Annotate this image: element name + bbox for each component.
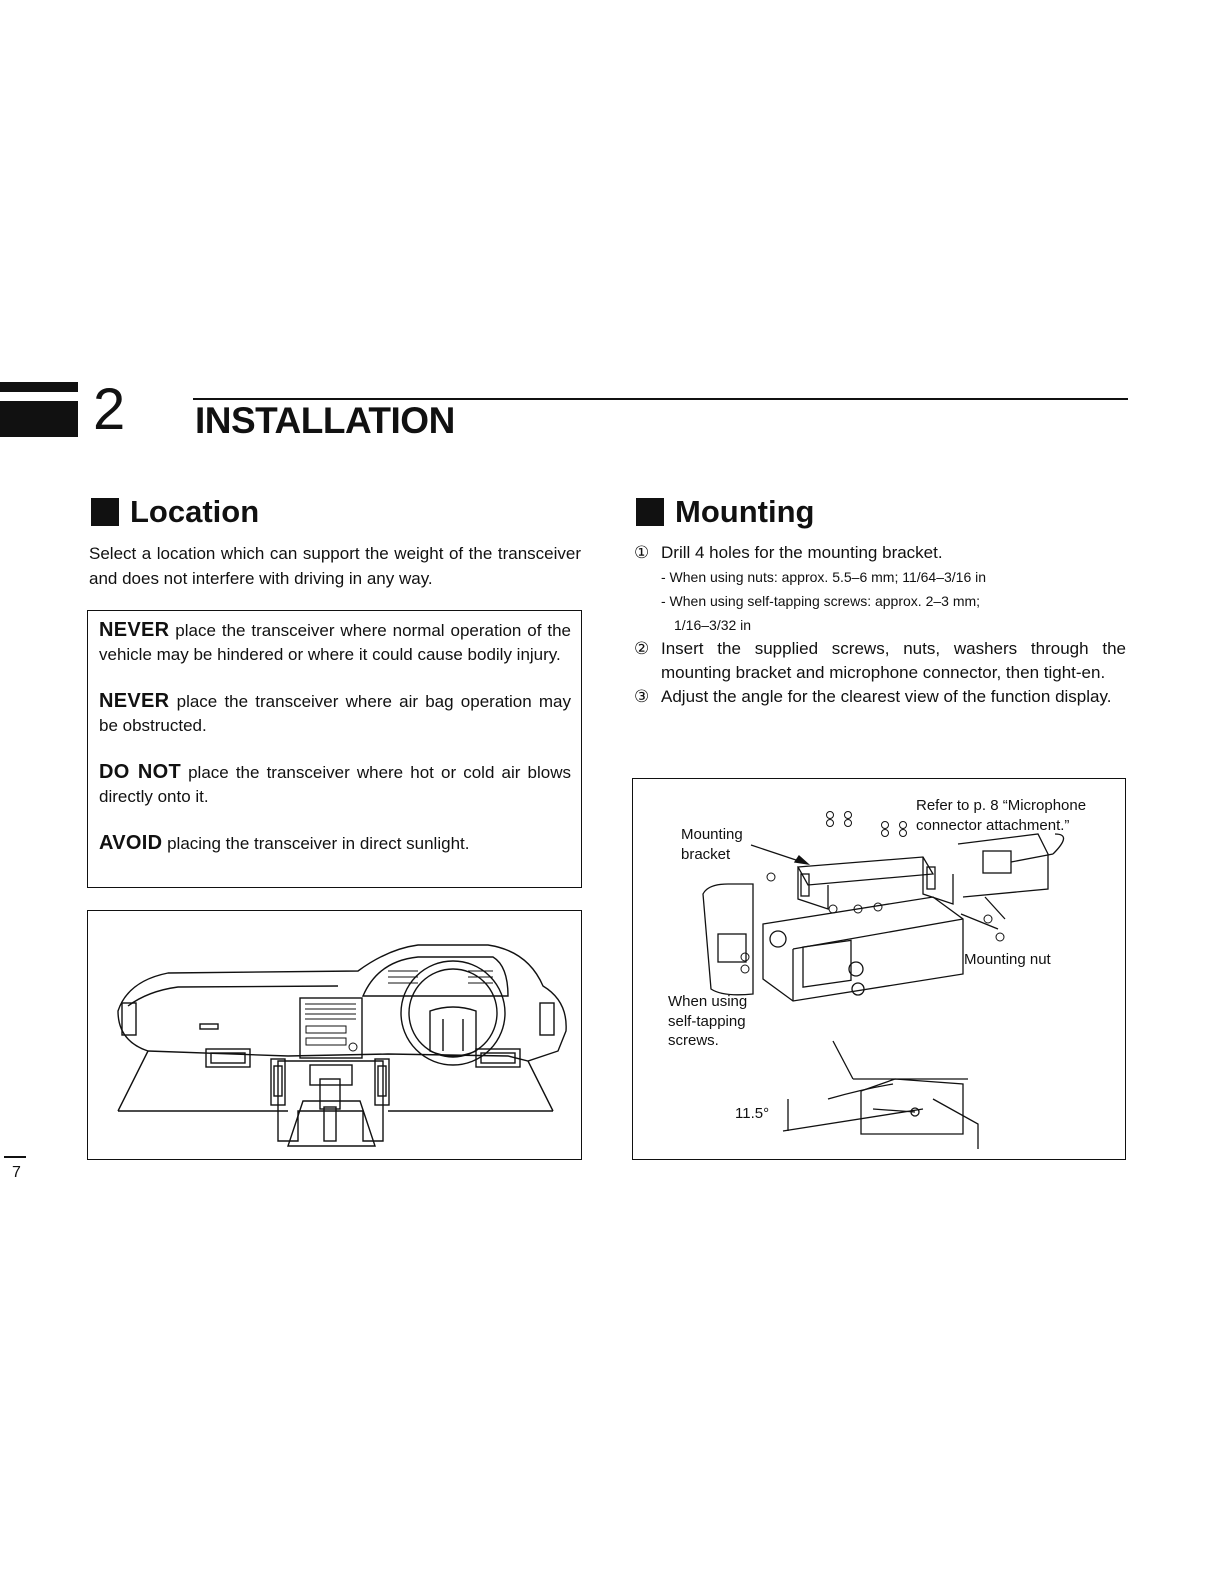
section-square-icon bbox=[636, 498, 664, 526]
step-sub-item: - When using self-tapping screws: approx. 2–3 mm; bbox=[661, 593, 981, 609]
page-number: 7 bbox=[12, 1164, 21, 1181]
warning-item bbox=[99, 690, 571, 737]
label-self-line1: When using bbox=[668, 993, 748, 1010]
step-item bbox=[634, 541, 1126, 565]
warning-keyword: NEVER bbox=[99, 619, 170, 641]
step-text: Drill 4 holes for the mounting bracket. bbox=[661, 543, 943, 562]
warning-keyword: DO NOT bbox=[99, 761, 181, 783]
step-sub-item: - When using nuts: approx. 5.5–6 mm; 11/64–3/16 in bbox=[661, 569, 987, 585]
dashboard-illustration bbox=[87, 910, 582, 1160]
location-heading-text: Location bbox=[130, 494, 260, 529]
mounting-steps bbox=[634, 541, 1126, 709]
step-text: Adjust the angle for the clearest view of the function display. bbox=[661, 687, 1112, 706]
step-item bbox=[634, 685, 1126, 709]
warning-keyword: NEVER bbox=[99, 690, 170, 712]
location-intro: Select a location which can support the weight of the transceiver and does not interfere with driving in any way. bbox=[89, 544, 581, 588]
warning-keyword: AVOID bbox=[99, 832, 163, 854]
step-item bbox=[634, 637, 1126, 685]
label-refer bbox=[916, 796, 1086, 835]
step-marker: ① bbox=[634, 543, 650, 562]
label-mounting-nut: Mounting nut bbox=[964, 951, 1051, 968]
label-angle: 11.5° bbox=[735, 1105, 770, 1122]
chapter-tab-top bbox=[0, 382, 78, 392]
chapter-tab-bottom bbox=[0, 401, 78, 437]
page-tick bbox=[4, 1156, 26, 1158]
warning-text: place the transceiver where hot or cold air blows directly onto it. bbox=[99, 763, 571, 806]
mounting-illustration bbox=[632, 778, 1126, 1160]
warning-item bbox=[99, 619, 571, 666]
label-self-line2: self-tapping bbox=[668, 1012, 746, 1030]
step-marker: ③ bbox=[634, 687, 650, 706]
label-self-line3: screws. bbox=[668, 1032, 719, 1049]
mounting-heading-text: Mounting bbox=[675, 494, 815, 529]
step-text: Insert the supplied screws, nuts, washers through the mounting bracket and microphone connector, then tight-en. bbox=[661, 639, 1126, 682]
label-refer-line1: Refer to p. 8 “Microphone bbox=[916, 797, 1087, 814]
label-bracket-line2: bracket bbox=[681, 845, 731, 863]
step-marker: ② bbox=[634, 639, 650, 658]
step-sub-item: 1/16–3/32 in bbox=[674, 617, 752, 633]
warning-item bbox=[99, 761, 571, 808]
warning-box bbox=[87, 610, 582, 888]
label-mounting-bracket bbox=[681, 825, 743, 864]
label-refer-line2: connector attachment.” bbox=[916, 816, 1070, 834]
mounting-heading bbox=[636, 494, 814, 530]
section-square-icon bbox=[91, 498, 119, 526]
warning-text: place the transceiver where normal operation of the vehicle may be hindered or where it could cause bodily injury. bbox=[99, 621, 571, 664]
warning-text: placing the transceiver in direct sunlight. bbox=[162, 834, 470, 853]
location-heading bbox=[91, 494, 259, 530]
warning-item bbox=[99, 832, 571, 856]
chapter-title: INSTALLATION bbox=[195, 400, 455, 441]
dashboard-drawing bbox=[88, 911, 582, 1160]
label-self-tapping bbox=[668, 992, 747, 1051]
label-bracket-line1: Mounting bbox=[681, 826, 743, 843]
warning-text: place the transceiver where air bag operation may be obstructed. bbox=[99, 692, 571, 735]
chapter-number: 2 bbox=[93, 377, 126, 442]
